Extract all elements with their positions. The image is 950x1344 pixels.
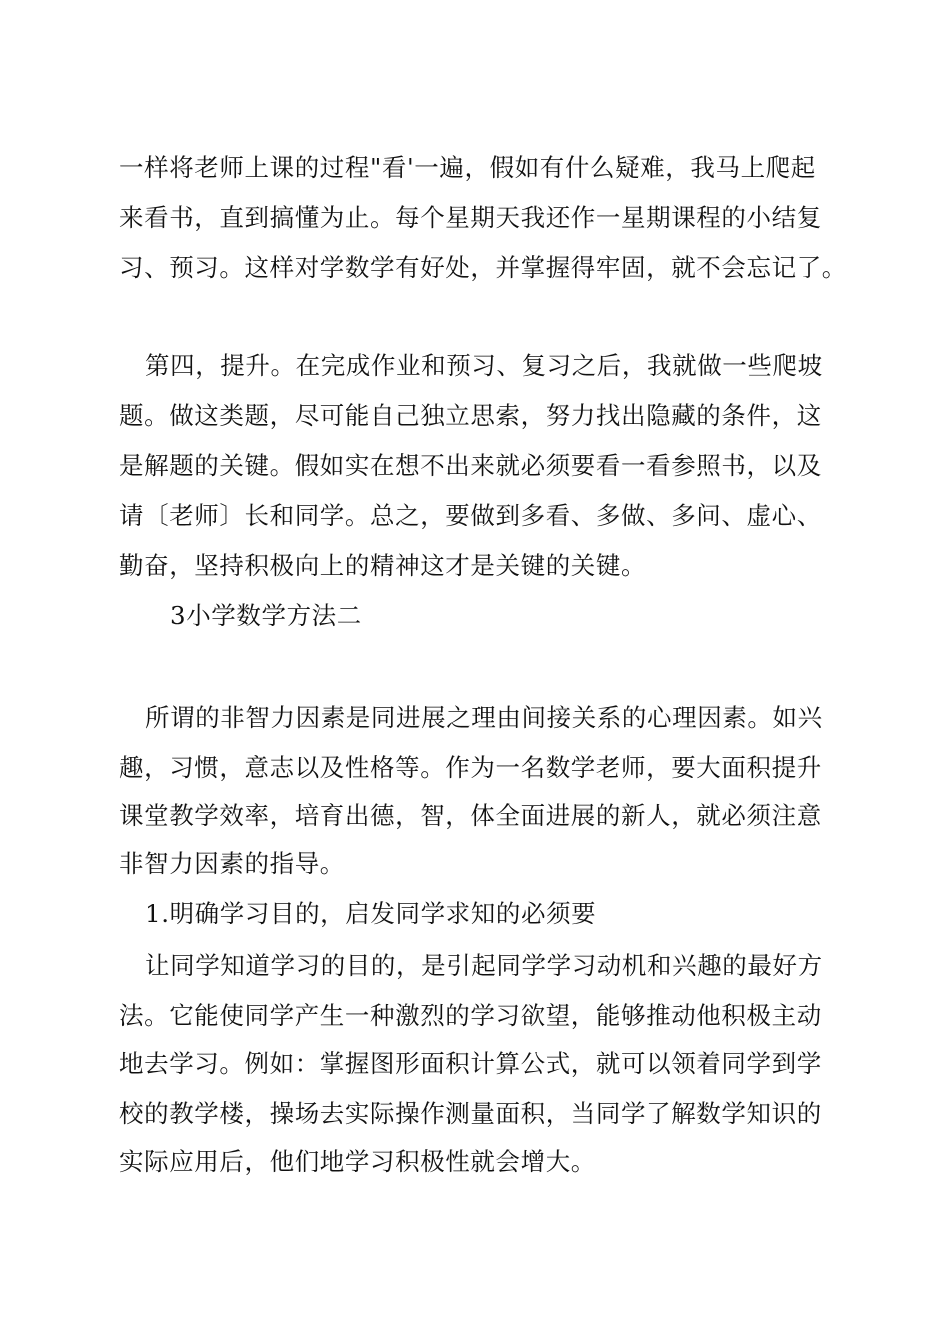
paragraph-line: 题。做这类题，尽可能自己独立思索，努力找出隐藏的条件，这 [119, 401, 822, 430]
paragraph-line: 非智力因素的指导。 [119, 849, 345, 878]
paragraph-line: 请〔老师〕长和同学。总之，要做到多看、多做、多问、虚心、 [119, 501, 822, 530]
paragraph-line: 习、预习。这样对学数学有好处，并掌握得牢固，就不会忘记了。 [119, 253, 847, 282]
paragraph-line: 法。它能使同学产生一种激烈的学习欲望，能够推动他积极主动 [119, 1001, 822, 1030]
section-heading: 3小学数学方法二 [170, 601, 362, 630]
paragraph-line: 勤奋，坚持积极向上的精神这才是关键的关键。 [119, 551, 647, 580]
paragraph-line: 所谓的非智力因素是同进展之理由间接关系的心理因素。如兴 [145, 703, 823, 732]
paragraph-line: 实际应用后，他们地学习积极性就会增大。 [119, 1147, 596, 1176]
paragraph-line: 一样将老师上课的过程"看'一遍，假如有什么疑难，我马上爬起 [119, 153, 816, 182]
paragraph-line: 趣，习惯，意志以及性格等。作为一名数学老师，要大面积提升 [119, 753, 822, 782]
paragraph-line: 地去学习。例如：掌握图形面积计算公式，就可以领着同学到学 [119, 1049, 822, 1078]
section-heading: 1.明确学习目的，启发同学求知的必须要 [145, 899, 597, 928]
paragraph-line: 让同学知道学习的目的，是引起同学学习动机和兴趣的最好方 [145, 951, 823, 980]
paragraph-line: 第四，提升。在完成作业和预习、复习之后，我就做一些爬坡 [145, 351, 823, 380]
paragraph-line: 校的教学楼，操场去实际操作测量面积，当同学了解数学知识的 [119, 1099, 822, 1128]
paragraph-line: 来看书，直到搞懂为止。每个星期天我还作一星期课程的小结复 [119, 203, 822, 232]
paragraph-line: 是解题的关键。假如实在想不出来就必须要看一看参照书，以及 [119, 451, 822, 480]
paragraph-line: 课堂教学效率，培育出德，智，体全面进展的新人，就必须注意 [119, 801, 822, 830]
